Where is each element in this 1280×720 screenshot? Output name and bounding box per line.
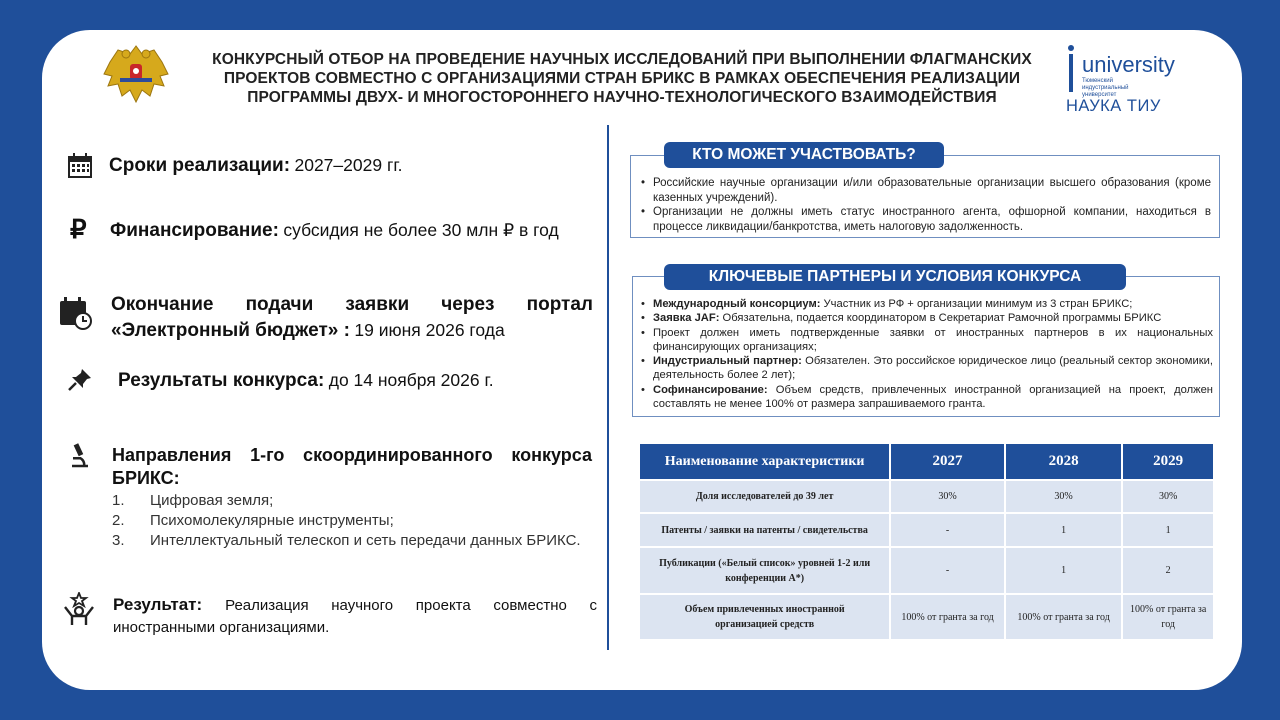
- directions-label: Направления 1-го скоординированного конкурса БРИКС:: [112, 445, 592, 488]
- table-header: Наименование характеристики: [639, 443, 890, 480]
- table-row: [639, 480, 1214, 513]
- table-row: [639, 547, 1214, 594]
- table-header: 2029: [1122, 443, 1214, 480]
- table-cell: Публикации («Белый список» уровней 1-2 или конференции А*): [639, 547, 890, 594]
- list-item: 1. Цифровая земля;: [112, 492, 274, 509]
- list-item: • Проект должен иметь подтвержденные заявки от иностранных партнеров в их национальных финансирующих организациях;: [635, 326, 1213, 355]
- list-item: 3. Интеллектуальный телескоп и сеть передачи данных БРИКС.: [112, 532, 581, 549]
- terms-block: [66, 152, 586, 182]
- table-row: [639, 513, 1214, 547]
- funding-block: [66, 216, 606, 246]
- table-cell: 1: [1005, 547, 1123, 594]
- calendar-clock-icon: [58, 296, 92, 330]
- list-item: • Российские научные организации и/или образовательные организации высшего образования (кроме казенных учреждений).: [635, 176, 1211, 205]
- results-label: Результаты конкурса:: [118, 370, 325, 391]
- result-value: Реализация научного проекта совместно с иностранными организациями.: [113, 597, 597, 636]
- page-title: КОНКУРСНЫЙ ОТБОР НА ПРОВЕДЕНИЕ НАУЧНЫХ ИССЛЕДОВАНИЙ ПРИ ВЫПОЛНЕНИИ ФЛАГМАНСКИХ ПРОЕКТОВ СОВМЕСТНО С ОРГАНИЗАЦИЯМИ СТРАН БРИКС В РАМКАХ ОБЕСПЕЧЕНИЯ РЕАЛИЗАЦИИ ПРОГРАММЫ ДВУХ- И МНОГОСТОРОННЕГО НАУЧНО-ТЕХНОЛОГИЧЕСКОГО ВЗАИМОДЕЙСТВИЯ: [212, 51, 1032, 106]
- deadline-label: Окончание подачи заявки через портал «Электронный бюджет» :: [111, 294, 593, 341]
- table-header: 2028: [1005, 443, 1123, 480]
- funding-label: Финансирование:: [110, 220, 279, 241]
- table-cell: 30%: [1005, 480, 1123, 513]
- list-item: • Заявка JAF: Обязательна, подается координатором в Секретариат Рамочной программы БРИКС: [635, 311, 1213, 325]
- table-cell: Патенты / заявки на патенты / свидетельства: [639, 513, 890, 547]
- partners-heading: КЛЮЧЕВЫЕ ПАРТНЕРЫ И УСЛОВИЯ КОНКУРСА: [664, 264, 1126, 290]
- list-item: • Международный консорциум: Участник из РФ + организации минимум из 3 стран БРИКС;: [635, 297, 1213, 311]
- table-cell: 30%: [1122, 480, 1214, 513]
- list-item: • Организации не должны иметь статус иностранного агента, офшорной компании, находиться в процессе ликвидации/банкротства, иметь налоговую задолженность.: [635, 205, 1211, 234]
- table-cell: 1: [1122, 513, 1214, 547]
- deadline-value: 19 июня 2026 года: [354, 320, 505, 340]
- coat-of-arms-emblem: [100, 40, 172, 112]
- directions-block: [66, 442, 592, 572]
- list-item: • Индустриальный партнер: Обязателен. Это российское юридическое лицо (реальный сектор экономики, деятельность более 2 лет);: [635, 354, 1213, 383]
- deadline-block: [58, 290, 593, 350]
- table-header-row: [639, 443, 1214, 480]
- slide: [42, 30, 1242, 690]
- table-cell: 2: [1122, 547, 1214, 594]
- list-item: • Софинансирование: Объем средств, привлеченных иностранной организацией на проект, должен составлять не менее 100% от размера запрашиваемого гранта.: [635, 383, 1213, 412]
- directions-list: [112, 491, 592, 551]
- microscope-icon: [66, 442, 94, 470]
- results-block: [66, 366, 586, 396]
- university-logo-name: university: [1082, 52, 1175, 77]
- table-cell: 1: [1005, 513, 1123, 547]
- table-cell: 100% от гранта за год: [1005, 594, 1123, 640]
- who-list: [635, 176, 1211, 234]
- who-heading: КТО МОЖЕТ УЧАСТВОВАТЬ?: [664, 142, 944, 168]
- university-logo-tagline: НАУКА ТИУ: [1066, 97, 1161, 115]
- table-row: [639, 594, 1214, 640]
- terms-value: 2027–2029 гг.: [294, 155, 403, 175]
- university-logo-icon: [1067, 44, 1075, 94]
- ruble-icon: ₽: [70, 214, 87, 244]
- funding-value: субсидия не более 30 млн ₽ в год: [283, 220, 559, 240]
- table-cell: Объем привлеченных иностранной организацией средств: [639, 594, 890, 640]
- result-label: Результат:: [113, 595, 203, 614]
- table-cell: 100% от гранта за год: [1122, 594, 1214, 640]
- result-block: [62, 592, 597, 642]
- table-cell: 100% от гранта за год: [890, 594, 1005, 640]
- table-cell: -: [890, 513, 1005, 547]
- table-cell: Доля исследователей до 39 лет: [639, 480, 890, 513]
- table-cell: -: [890, 547, 1005, 594]
- terms-label: Сроки реализации:: [109, 155, 291, 176]
- pushpin-icon: [66, 366, 94, 394]
- partners-box: [632, 276, 1220, 417]
- partners-list: [635, 297, 1213, 411]
- calendar-icon: [66, 152, 94, 180]
- table-header: 2027: [890, 443, 1005, 480]
- university-logo-subtitle: Тюменский индустриальный университет: [1082, 78, 1129, 98]
- table-cell: 30%: [890, 480, 1005, 513]
- person-star-icon: [62, 592, 96, 626]
- vertical-divider: [607, 125, 609, 650]
- indicators-table: [638, 442, 1215, 641]
- results-value: до 14 ноября 2026 г.: [328, 370, 494, 390]
- list-item: 2. Психомолекулярные инструменты;: [112, 512, 394, 529]
